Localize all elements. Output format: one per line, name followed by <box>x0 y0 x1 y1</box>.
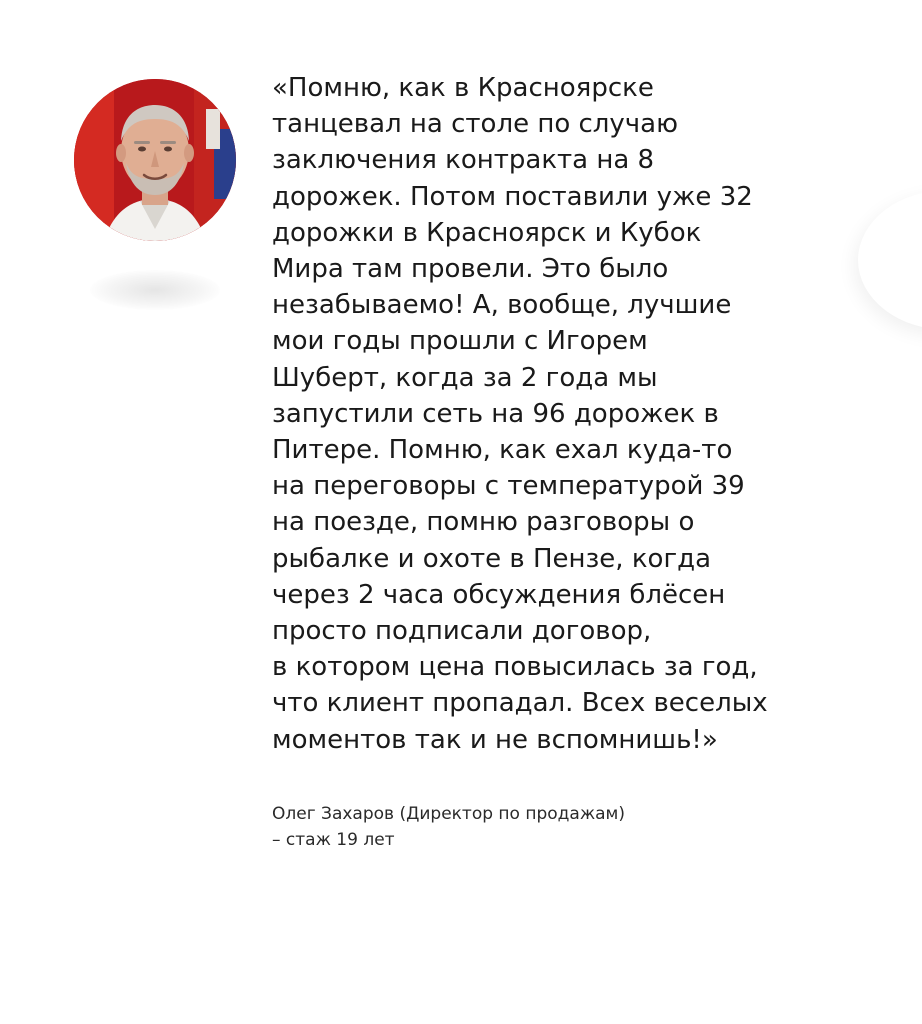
quote-line: моментов так и не вспомнишь!» <box>272 724 718 755</box>
quote-line: незабываемо! А, вообще, лучшие <box>272 290 732 321</box>
quote-line: заключения контракта на 8 <box>272 145 655 176</box>
author-experience: – стаж 19 лет <box>272 830 395 850</box>
quote-line: дорожек. Потом поставили уже 32 <box>272 181 753 212</box>
quote-line: Мира там провели. Это было <box>272 254 669 285</box>
quote-line: запустили сеть на 96 дорожек в <box>272 398 719 429</box>
quote-line: дорожки в Красноярск и Кубок <box>272 217 702 248</box>
quote-line: в котором цена повысилась за год, <box>272 652 758 683</box>
quote-line: на поезде, помню разговоры о <box>272 507 695 538</box>
author-caption <box>272 801 792 853</box>
quote-line: Питере. Помню, как ехал куда-то <box>272 435 733 466</box>
author-name-role: Олег Захаров (Директор по продажам) <box>272 804 626 824</box>
quote-line: мои годы прошли с Игорем <box>272 326 648 357</box>
corner-decoration <box>858 190 922 330</box>
quote-line: просто подписали договор, <box>272 616 652 647</box>
quote-line: Шуберт, когда за 2 года мы <box>272 362 658 393</box>
testimonial-quote <box>272 70 832 758</box>
quote-line: через 2 часа обсуждения блёсен <box>272 579 726 610</box>
quote-line: что клиент пропадал. Всех веселых <box>272 688 768 719</box>
quote-line: танцевал на столе по случаю <box>272 109 678 140</box>
quote-line: на переговоры с температурой 39 <box>272 471 745 502</box>
quote-line: рыбалке и охоте в Пензе, когда <box>272 543 712 574</box>
avatar-portrait-icon <box>74 79 236 241</box>
quote-line: «Помню, как в Красноярске <box>272 73 654 103</box>
avatar-shadow <box>90 270 220 310</box>
avatar <box>74 79 236 241</box>
